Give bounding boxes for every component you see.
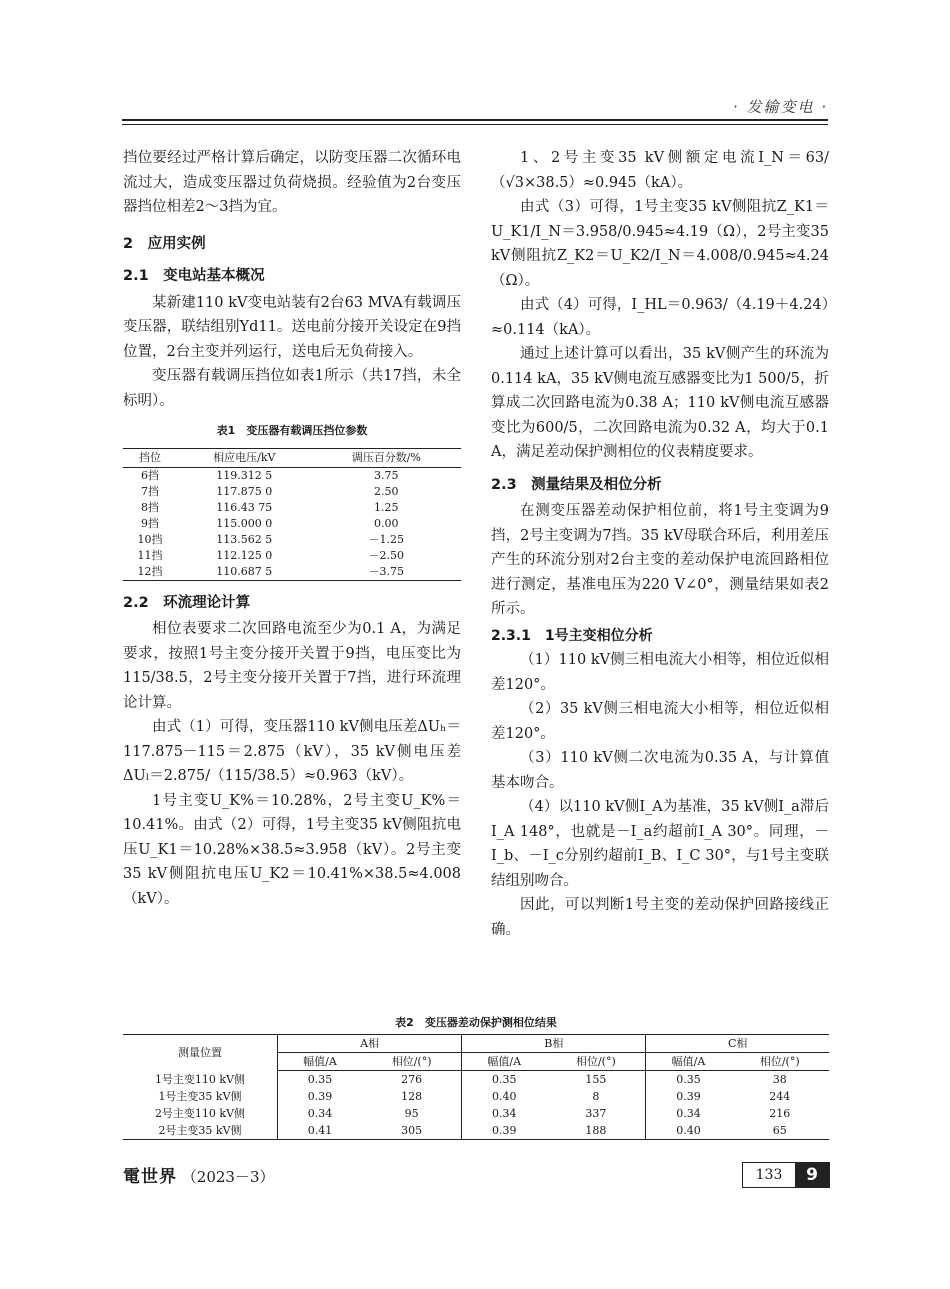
table-cell: 0.35 [646,1071,731,1089]
table-cell: 0.40 [462,1088,547,1105]
table-cell: 2.50 [374,484,399,498]
circulating-current-para-2: 由式（1）可得，变压器110 kV侧电压差ΔUₕ＝117.875－115＝2.875（kV），35 kV侧电压差ΔUₗ＝2.875/（115/38.5）≈0.963（kV）。 [123,719,461,784]
section-2-2-heading: 2.2 环流理论计算 [123,594,251,611]
table-cell: 2号主变110 kV侧 [154,1107,246,1120]
table-cell: 0.39 [462,1122,547,1140]
table-row [123,532,461,548]
amp-subheader: 幅值/A [278,1053,363,1071]
table-cell: 115.000 0 [216,516,273,530]
table-cell: 128 [401,1090,423,1103]
table-cell: 8 [592,1090,600,1103]
table-row [123,548,461,564]
tap-table-intro: 变压器有载调压挡位如表1所示（共17挡，未全标明）。 [123,368,461,409]
table1-header: 调压百分数/% [312,448,461,467]
analysis-item-2: （2）35 kV侧三相电流大小相等，相位近似相差120°。 [491,701,829,742]
table-cell: 0.39 [278,1088,363,1105]
table-row [123,1105,829,1122]
section-2-heading: 2 应用实例 [123,235,206,252]
header-rule [122,119,828,121]
circulating-current-para-3: 1号主变U_K%＝10.28%，2号主变U_K%＝10.41%。由式（2）可得，1号主变35 kV侧阻抗电压U_K1＝10.28%×38.5≈3.958（kV）。2号主变35 kV侧阻抗电压U_K2＝10.41%×38.5≈4.008（kV）。 [123,792,461,907]
table-cell: 305 [362,1122,462,1140]
phase-subheader: 相位/(°) [546,1053,646,1071]
table-cell: －2.50 [368,548,405,562]
table-cell: 1号主变35 kV侧 [158,1090,242,1103]
left-column [123,146,461,911]
analysis-conclusion: 因此，可以判断1号主变的差动保护回路接线正确。 [491,897,829,938]
table-cell: 0.35 [462,1071,547,1089]
phase-c-header: C相 [646,1035,829,1053]
table-cell: 0.34 [278,1105,363,1122]
ihl-para: 由式（4）可得，I_HL＝0.963/（4.19＋4.24）≈0.114（kA）。 [491,297,829,338]
amp-subheader: 幅值/A [646,1053,731,1071]
table1-caption: 表1 变压器有载调压挡位参数 [216,424,368,437]
table-row [123,516,461,532]
phase-b-header: B相 [462,1035,646,1053]
table1-header: 相应电压/kV [177,448,312,467]
phase-subheader: 相位/(°) [362,1053,462,1071]
table-cell: 0.34 [646,1105,731,1122]
table-cell: 116.43 75 [216,500,273,514]
table-cell: 7挡 [140,484,159,498]
substation-overview: 某新建110 kV变电站装有2台63 MVA有载调压变压器，联结组别Yd11。送电前分接开关设定在9挡位置，2台主变并列运行，送电后无负荷接入。 [123,294,461,360]
rated-current-para: 1、2号主变35 kV侧额定电流I_N＝63/（√3×38.5）≈0.945（kA）。 [491,150,829,191]
table-cell: 216 [769,1107,791,1120]
table-cell: 10挡 [137,532,163,546]
table-cell: 1.25 [374,500,399,514]
section-2-3-heading: 2.3 测量结果及相位分析 [491,476,662,493]
table-row [123,564,461,581]
table-cell: 188 [546,1122,646,1140]
page-number: 133 [755,1167,783,1183]
table-cell: 113.562 5 [216,532,273,546]
section-2-3-1-heading: 2.3.1 1号主变相位分析 [491,627,653,644]
table-cell: 110.687 5 [177,564,312,581]
table-cell: 3.75 [374,468,399,482]
table1-header: 挡位 [123,448,177,467]
table-cell: 38 [772,1073,787,1086]
analysis-item-3: （3）110 kV侧二次电流为0.35 A，与计算值基本吻合。 [491,750,829,791]
table-cell: 0.34 [462,1105,547,1122]
table-row [123,1088,829,1105]
header-rule-thin [122,124,828,125]
table-row [123,1071,829,1089]
table-cell: 0.41 [278,1122,363,1140]
table-cell: 95 [404,1107,419,1120]
table-cell: 112.125 0 [216,548,273,562]
journal-footer [123,1162,275,1187]
table-cell: －1.25 [368,532,405,546]
col-position-header: 测量位置 [123,1035,278,1071]
table-cell: 276 [401,1073,423,1086]
table-cell: 11挡 [137,548,163,562]
phase-subheader: 相位/(°) [730,1053,829,1071]
table-cell: 337 [585,1107,607,1120]
table-cell: －3.75 [312,564,461,581]
intro-paragraph: 挡位要经过严格计算后确定，以防变压器二次循环电流过大，造成变压器过负荷烧损。经验值为2台变压器挡位相差2～3挡为宜。 [123,150,461,215]
section-header: · 发输变电 · [732,98,828,116]
section-2-1-heading: 2.1 变电站基本概况 [123,268,265,284]
table-cell: 0.00 [374,516,399,530]
table-row [123,484,461,500]
phase-a-header: A相 [278,1035,462,1053]
table-cell: 9挡 [140,516,159,530]
right-column [491,146,829,942]
page-number-box [742,1162,830,1188]
phase-result-table [123,1034,829,1140]
table-row [123,467,461,484]
impedance-para: 由式（3）可得，1号主变35 kV侧阻抗Z_K1＝U_K1/I_N＝3.958/0.945≈4.19（Ω），2号主变35 kV侧阻抗Z_K2＝U_K2/I_N＝4.008/0.945≈4.24（Ω）。 [491,199,829,289]
measurement-para: 在测变压器差动保护相位前，将1号主变调为9挡，2号主变调为7挡。35 kV母联合环后，利用差压产生的环流分别对2台主变的差动保护电流回路相位进行测定，基准电压为220 V∠0°，测量结果如表2所示。 [491,503,829,617]
circulating-current-para-1: 相位表要求二次回路电流至少为0.1 A，为满足要求，按照1号主变分接开关置于9挡，电压变比为115/38.5，2号主变分接开关置于7挡，进行环流理论计算。 [123,621,461,711]
table-cell: 2号主变35 kV侧 [123,1122,278,1140]
table-cell: 8挡 [140,500,159,514]
calculation-conclusion: 通过上述计算可以看出，35 kV侧产生的环流为0.114 kA，35 kV侧电流互感器变比为1 500/5，折算成二次回路电流为0.38 A；110 kV侧电流互感器变比为600/5，二次回路电流为0.32 A，均大于0.1 A，满足差动保护测相位的仪表精度要求。 [491,346,829,460]
table-cell: 119.312 5 [216,468,273,482]
table2-caption: 表2 变压器差动保护测相位结果 [395,1016,557,1029]
analysis-item-4: （4）以110 kV侧I_A为基准，35 kV侧I_a滞后I_A 148°，也就是－I_a约超前I_A 30°。同理，－I_b、－I_c分别约超前I_B、I_C 30°，与1号主变联结组别吻合。 [491,799,829,889]
table-cell: 244 [769,1090,791,1103]
table-row [123,1122,829,1140]
journal-logo: 電世界 [123,1167,177,1187]
tap-parameter-table [123,448,461,581]
journal-issue: （2023－3） [181,1168,275,1186]
amp-subheader: 幅值/A [462,1053,547,1071]
table-cell: 1号主变110 kV侧 [154,1072,246,1086]
table-row [123,500,461,516]
table-cell: 0.35 [278,1071,363,1089]
table-cell: 155 [585,1073,607,1086]
table-cell: 65 [730,1122,829,1140]
table-cell: 0.39 [646,1088,731,1105]
table-cell: 6挡 [140,468,159,482]
table-cell: 12挡 [123,564,177,581]
table2-block [123,1008,829,1140]
table-cell: 0.40 [646,1122,731,1140]
issue-page-badge: 9 [795,1163,829,1187]
table-cell: 117.875 0 [216,484,273,498]
analysis-item-1: （1）110 kV侧三相电流大小相等，相位近似相差120°。 [491,652,829,693]
